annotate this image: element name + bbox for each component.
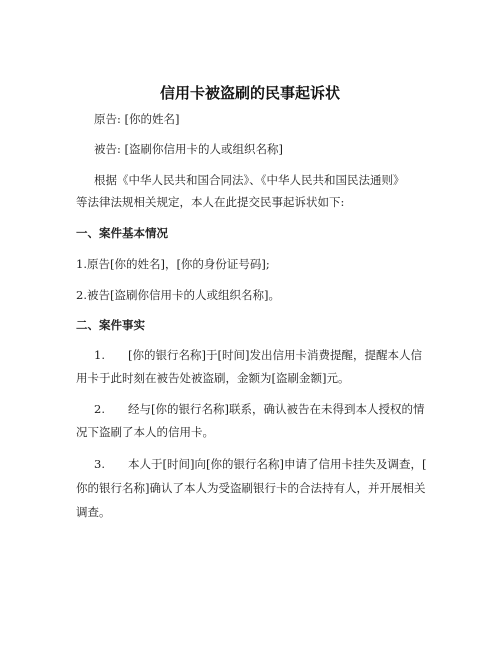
section1-item-1: 1.原告[你的姓名]，[你的身份证号码]; xyxy=(76,257,270,271)
fact1-line-1 xyxy=(94,348,444,363)
fact3-line-2: 你的银行名称]确认了本人为受盗刷银行卡的合法持有人，并开展相关 xyxy=(76,481,426,495)
fact3-text-1: 本人于[时间]向[你的银行名称]申请了信用卡挂失及调查，[ xyxy=(128,457,427,471)
plaintiff-line: 原告: [你的姓名] xyxy=(94,112,180,126)
defendant-line: 被告: [盗刷你信用卡的人或组织名称] xyxy=(94,142,284,156)
fact3-line-1 xyxy=(94,457,444,472)
fact1-text-1: [你的银行名称]于[时间]发出信用卡消费提醒，提醒本人信 xyxy=(128,348,422,362)
fact1-number: 1. xyxy=(94,348,105,362)
section1-item-2: 2.被告[盗刷你信用卡的人或组织名称]。 xyxy=(76,288,280,302)
fact3-number: 3. xyxy=(94,457,105,471)
fact2-text-1: 经与[你的银行名称]联系，确认被告在未得到本人授权的情 xyxy=(128,402,425,416)
fact2-line-2: 况下盗刷了本人的信用卡。 xyxy=(76,425,214,439)
section1-heading: 一、案件基本情况 xyxy=(76,226,168,240)
fact2-line-1 xyxy=(94,402,444,417)
fact3-line-3: 调查。 xyxy=(76,505,111,519)
fact1-line-2: 用卡于此时刻在被告处被盗刷，金额为[盗刷金额]元。 xyxy=(76,371,350,385)
document-title: 信用卡被盗刷的民事起诉状 xyxy=(159,84,340,102)
intro-line-2: 等法律法规相关规定，本人在此提交民事起诉状如下: xyxy=(76,195,345,209)
intro-line-1: 根据《中华人民共和国合同法》、《中华人民共和国民法通则》 xyxy=(94,173,405,187)
section2-heading: 二、案件事实 xyxy=(76,318,145,332)
fact2-number: 2. xyxy=(94,402,105,416)
